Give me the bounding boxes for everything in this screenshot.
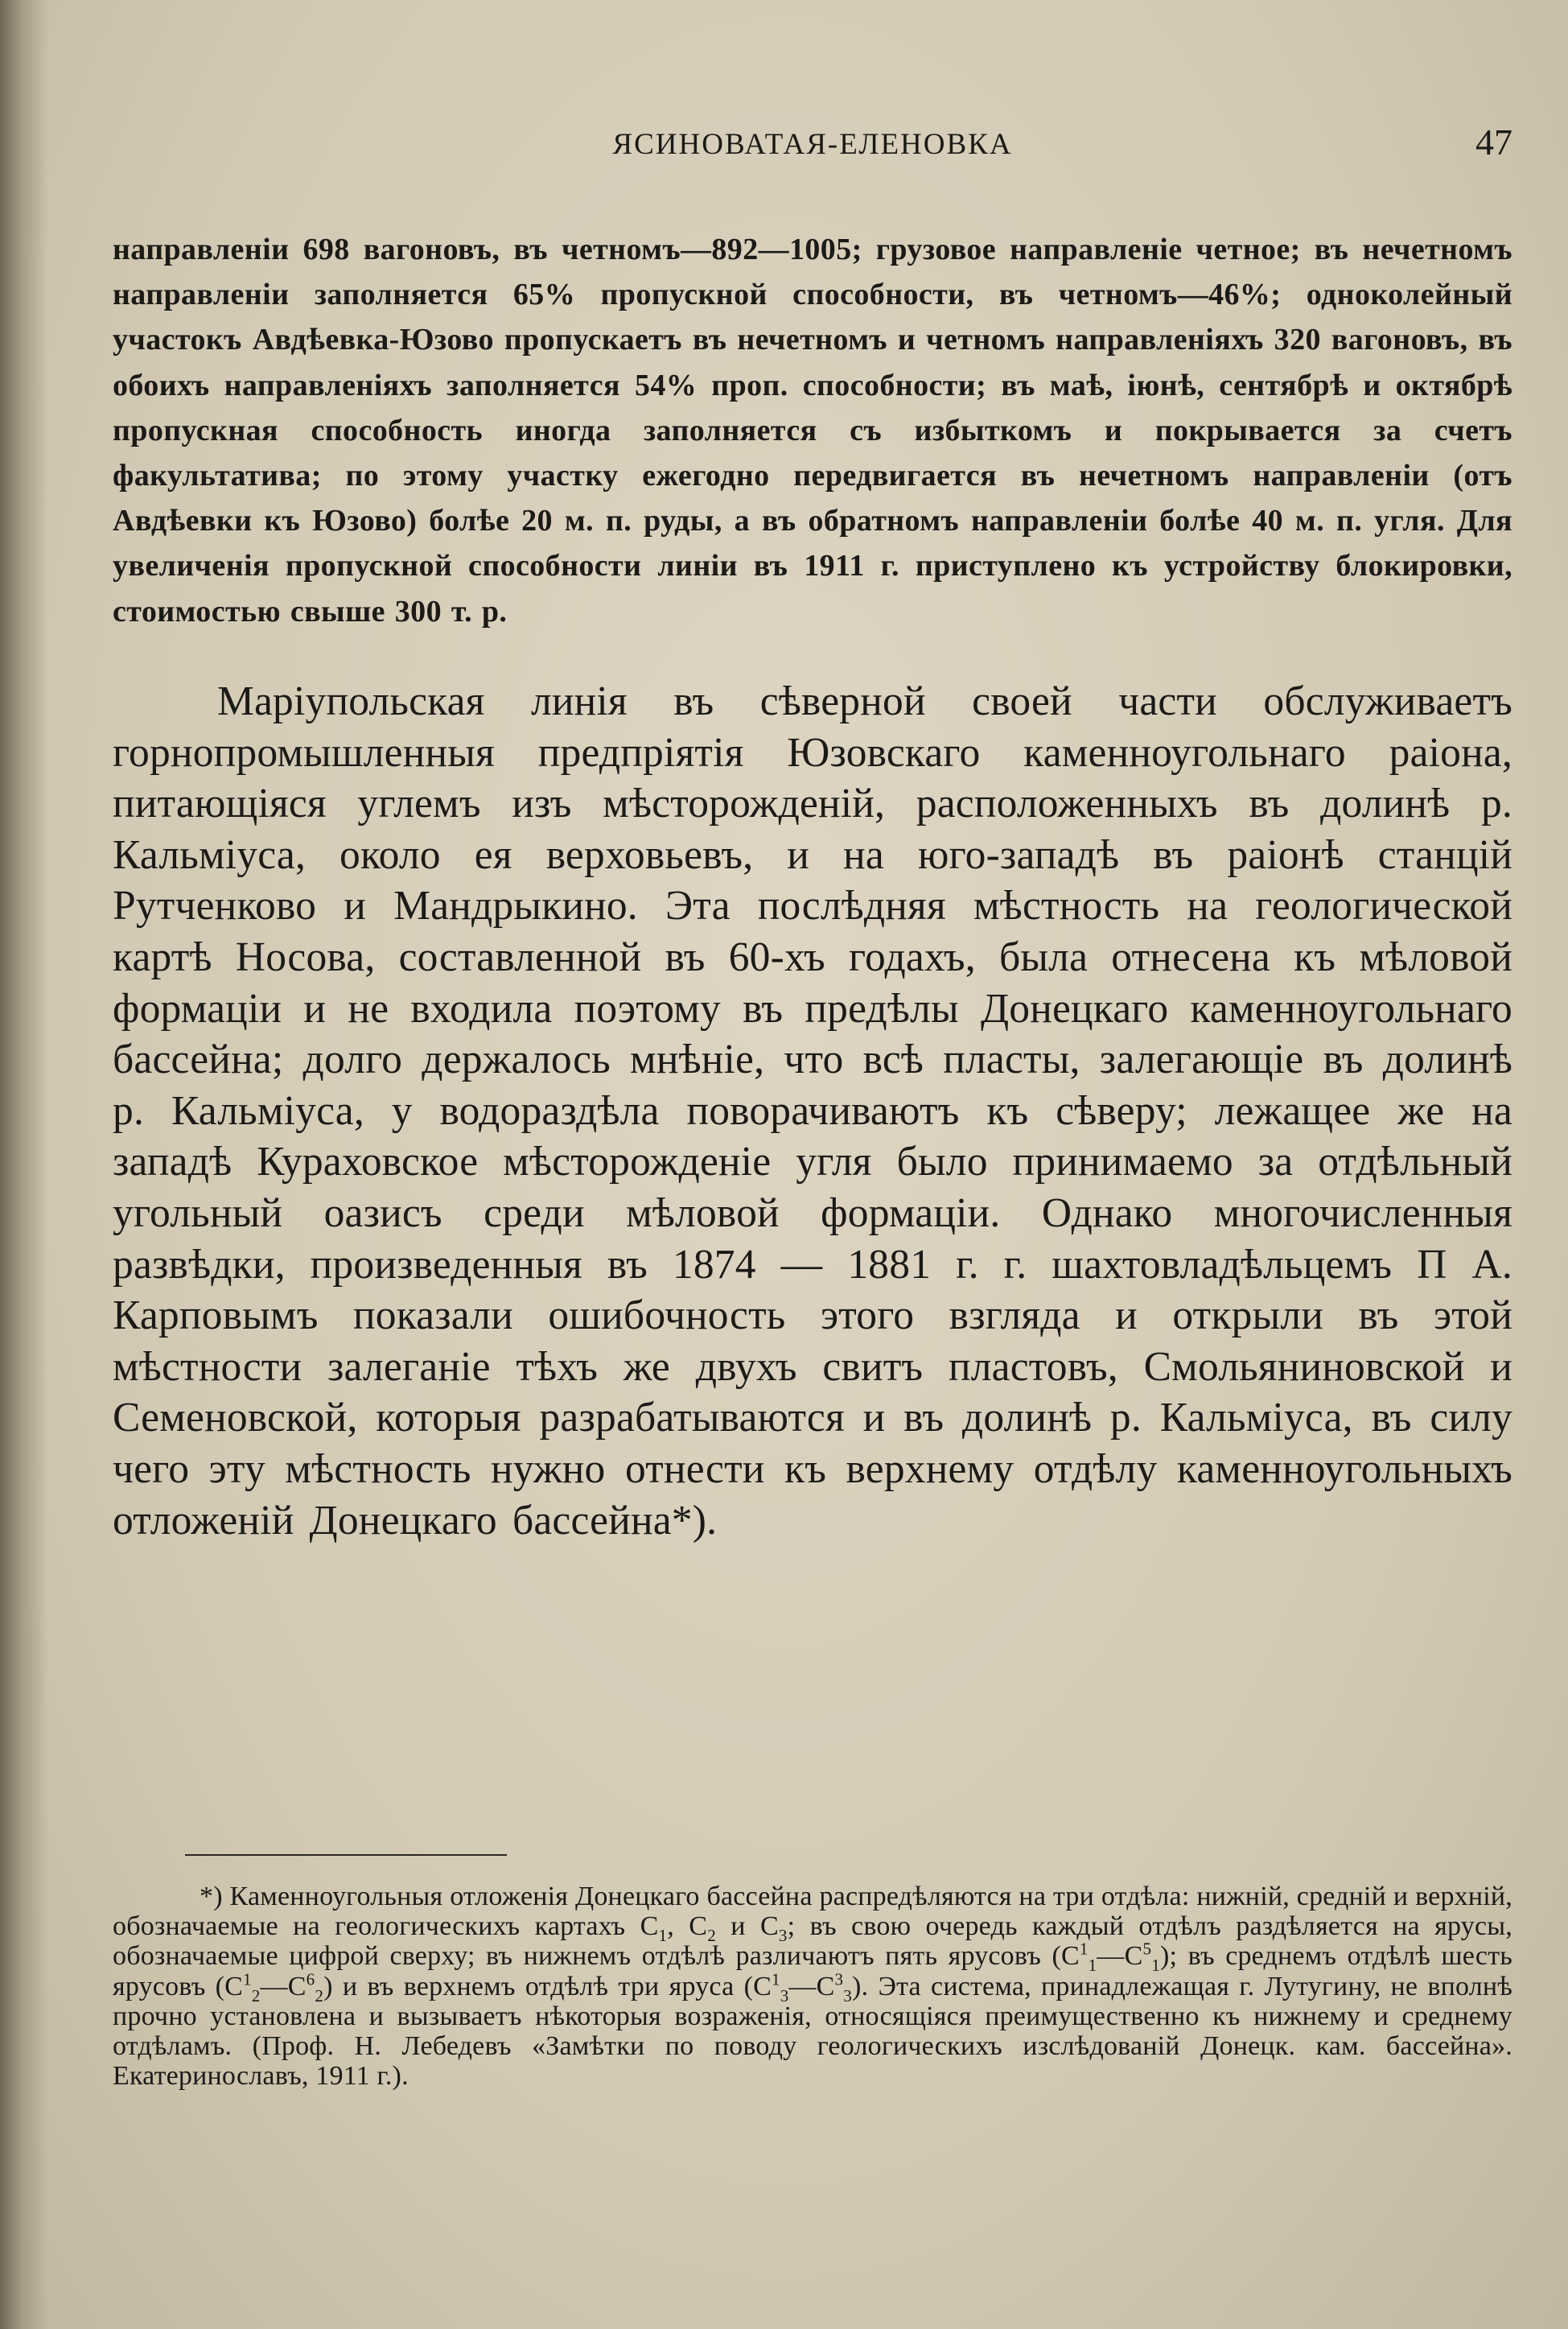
- footnote-text: *) Каменноугольныя отложенія Донецкаго бассейна распредѣляются на три отдѣла: нижній, средній и верхній, обозначаемые на геологическихъ картахъ C: [113, 1882, 1512, 1942]
- footnote-separator: [185, 1854, 507, 1856]
- superscript: 5: [1142, 1939, 1152, 1960]
- page-number: 47: [1475, 122, 1512, 163]
- paragraph-mariupol-line: Маріупольская линія въ сѣверной своей части обслуживаетъ горнопромышленныя предпріятія Юзовскаго каменноугольнаго раіона, питающіяся углемъ изъ мѣсторожденій, расположенныхъ въ долинѣ р. Кальміуса, около ея верховьевъ, и на юго-западѣ въ раіонѣ станцій Рутченково и Мандрыкино. Эта послѣдняя мѣстность на геологической картѣ Носова, составленной въ 60-хъ годахъ, была отнесена къ мѣловой формаціи и не входила поэтому въ предѣлы Донецкаго каменноугольнаго бассейна; долго держалось мнѣніе, что всѣ пласты, залегающіе въ долинѣ р. Кальміуса, у водораздѣла поворачиваютъ къ сѣверу; лежащее же на западѣ Кураховское мѣсторожденіе угля было принимаемо за отдѣльный угольный оазисъ среди мѣловой формаціи. Однако многочисленныя развѣдки, произведенныя въ 1874 — 1881 г. г. шахтовладѣльцемъ П А. Карповымъ показали ошибочность этого взгляда и открыли въ этой мѣстности залеганіе тѣхъ же двухъ свитъ пластовъ, Смольяниновской и Семеновской, которыя разрабатываются и въ долинѣ р. Кальміуса, въ силу чего эту мѣстность нужно отнести къ верхнему отдѣлу каменноугольныхъ отложеній Донецкаго бассейна*).: [113, 678, 1512, 1544]
- footnote-text: ; въ свою очередь каждый отдѣлъ раздѣляется на ярусы, обозначаемые цифрой сверху; въ нижнемъ отдѣлѣ различаютъ пять ярусовъ (C: [113, 1911, 1512, 1972]
- subscript: 1: [1151, 1956, 1160, 1976]
- footnote-text: —C: [788, 1971, 835, 2001]
- subscript: 3: [778, 1926, 788, 1945]
- running-title: ЯСИНОВАТАЯ-ЕЛЕНОВКА: [612, 128, 1013, 161]
- superscript: 1: [771, 1969, 780, 1989]
- footnote: [113, 1882, 1512, 2091]
- subscript: 3: [780, 1985, 789, 2005]
- paragraph-continued: направленіи 698 вагоновъ, въ четномъ—892—1005; грузовое направленіе четное; въ нечетномъ направленіи заполняется 65% пропускной способности, въ четномъ—46%; одноколейный участокъ Авдѣевка-Юзово пропускаетъ въ нечетномъ и четномъ направленіяхъ 320 вагоновъ, въ обоихъ направленіяхъ заполняется 54% проп. способности; въ маѣ, іюнѣ, сентябрѣ и октябрѣ пропускная способность иногда заполняется съ избыткомъ и покрывается за счетъ факультатива; по этому участку ежегодно передвигается въ нечетномъ направленіи (отъ Авдѣевки къ Юзово) болѣе 20 м. п. руды, а въ обратномъ направленіи болѣе 40 м. п. угля. Для увеличенія пропускной способности линіи въ 1911 г. приступлено къ устройству блокировки, стоимостью свыше 300 т. р.: [113, 233, 1512, 629]
- superscript: 6: [306, 1969, 315, 1989]
- subscript: 1: [658, 1926, 668, 1945]
- footnote-text: и C: [715, 1911, 779, 1942]
- subscript: 2: [707, 1926, 716, 1945]
- footnote-text: —C: [260, 1971, 307, 2001]
- footnote-text: —C: [1097, 1941, 1143, 1972]
- superscript: 1: [243, 1969, 252, 1989]
- subscript: 2: [315, 1985, 324, 2005]
- subscript: 1: [1088, 1956, 1097, 1976]
- page-header: [113, 121, 1512, 169]
- footnote-text: , C: [667, 1911, 708, 1942]
- footnote-text: ); въ среднемъ отдѣлѣ шесть ярусовъ (C: [113, 1941, 1512, 2001]
- superscript: 1: [1079, 1939, 1089, 1960]
- footnote-text: ). Эта система, принадлежащая г. Лутугину, не вполнѣ прочно установлена и вызываетъ нѣкоторыя возраженія, относящіяся преимущественно къ нижнему и среднему отдѣламъ. (Проф. Н. Лебедевъ «Замѣтки по поводу геологическихъ изслѣдованій Донецк. кам. бассейна». Екатеринославъ, 1911 г.).: [113, 1971, 1512, 2092]
- subscript: 2: [251, 1985, 261, 2005]
- superscript: 3: [834, 1969, 844, 1989]
- footnote-text: ) и въ верхнемъ отдѣлѣ три яруса (C: [323, 1971, 772, 2001]
- subscript: 3: [843, 1985, 853, 2005]
